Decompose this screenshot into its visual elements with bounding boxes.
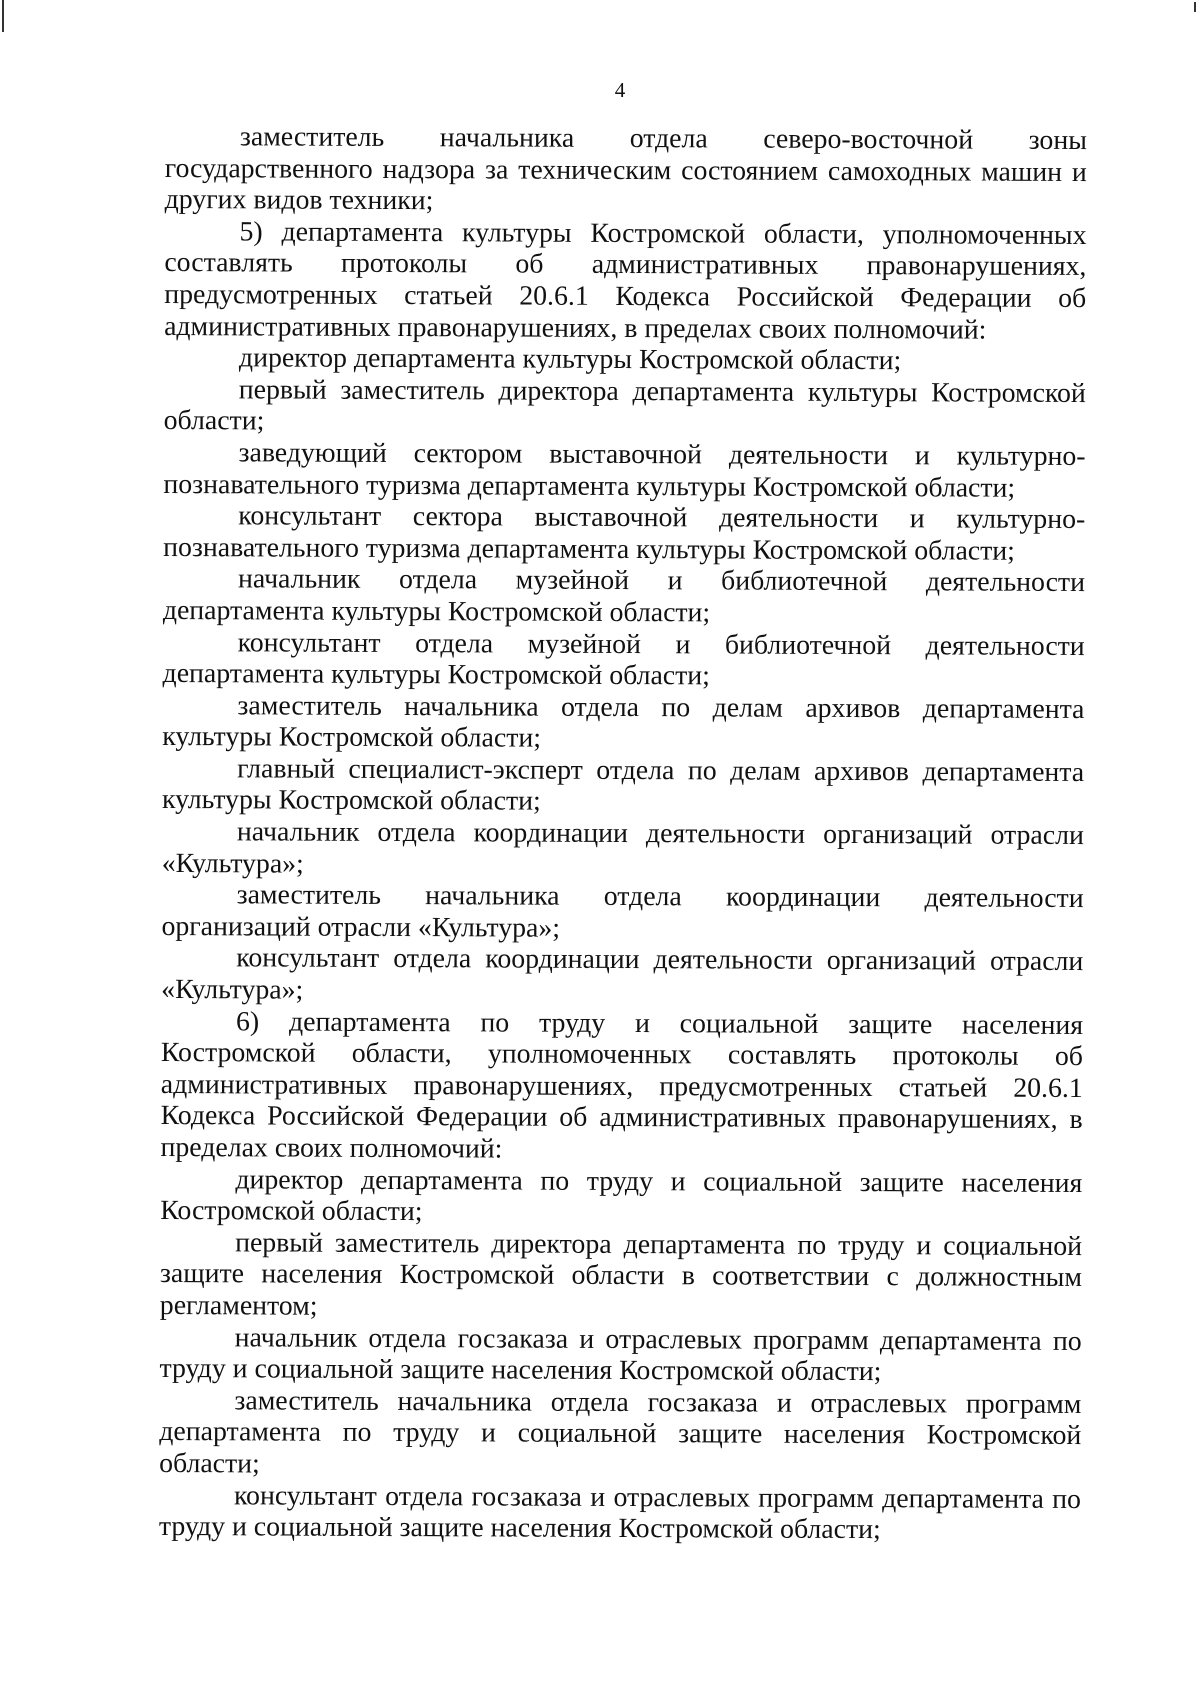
paragraph: 5) департамента культуры Костромской области, уполномоченных составлять протоколы об административных правонарушениях, предусмотренных статьей 20.6.1 Кодекса Российской Федерации об административных правонарушениях, в пределах своих полномочий:	[164, 216, 1087, 346]
paragraph: директор департамента по труду и социальной защите населения Костромской области;	[160, 1163, 1083, 1228]
paragraph: заместитель начальника отдела по делам архивов департамента культуры Костромской области;	[162, 690, 1085, 754]
paragraph: главный специалист-эксперт отдела по делам архивов департамента культуры Костромской области;	[161, 753, 1085, 818]
paragraph: начальник отдела госзаказа и отраслевых программ департамента по труду и социальной защите населения Костромской области;	[159, 1321, 1082, 1388]
paragraph: 6) департамента по труду и социальной защите населения Костромской области, уполномоченных составлять протоколы об административных правонарушениях, предусмотренных статьей 20.6.1 Кодекса Российской Федерации об административных правонарушениях, в пределах своих полномочий:	[160, 1005, 1084, 1165]
paragraph: директор департамента культуры Костромской области;	[238, 342, 902, 377]
page-number: 4	[614, 78, 626, 102]
paragraph: начальник отдела координации деятельности организаций отрасли «Культура»;	[161, 816, 1084, 880]
paragraph: консультант отдела госзаказа и отраслевых программ департамента по труду и социальной защите населения Костромской области;	[158, 1479, 1082, 1546]
document-body	[159, 121, 1087, 1547]
paragraph: начальник отдела музейной и библиотечной деятельности департамента культуры Костромской области;	[162, 563, 1086, 629]
paragraph: заместитель начальника отдела госзаказа и отраслевых программ департамента по труду и социальной защите населения Костромской области;	[159, 1385, 1082, 1480]
paragraph: заместитель начальника отдела координации деятельности организаций отрасли «Культура»;	[161, 879, 1084, 944]
paragraph: консультант сектора выставочной деятельности и культурно-познавательного туризма департамента культуры Костромской области;	[163, 500, 1086, 567]
paragraph: первый заместитель директора департамента по труду и социальной защите населения Костромской области в соответствии с должностным регламентом;	[159, 1227, 1083, 1322]
scan-edge-mark	[1194, 2, 1196, 12]
paragraph: заместитель начальника отдела северо-восточной зоны государственного надзора за техническим состоянием самоходных машин и других видов техники;	[164, 121, 1087, 217]
scan-edge-mark	[2, 0, 4, 32]
paragraph: заведующий сектором выставочной деятельности и культурно-познавательного туризма департамента культуры Костромской области;	[163, 437, 1086, 504]
paragraph: консультант отдела музейной и библиотечной деятельности департамента культуры Костромской области;	[162, 626, 1085, 692]
paragraph: первый заместитель директора департамента культуры Костромской области;	[163, 374, 1086, 437]
paragraph: консультант отдела координации деятельности организаций отрасли «Культура»;	[161, 942, 1084, 1006]
